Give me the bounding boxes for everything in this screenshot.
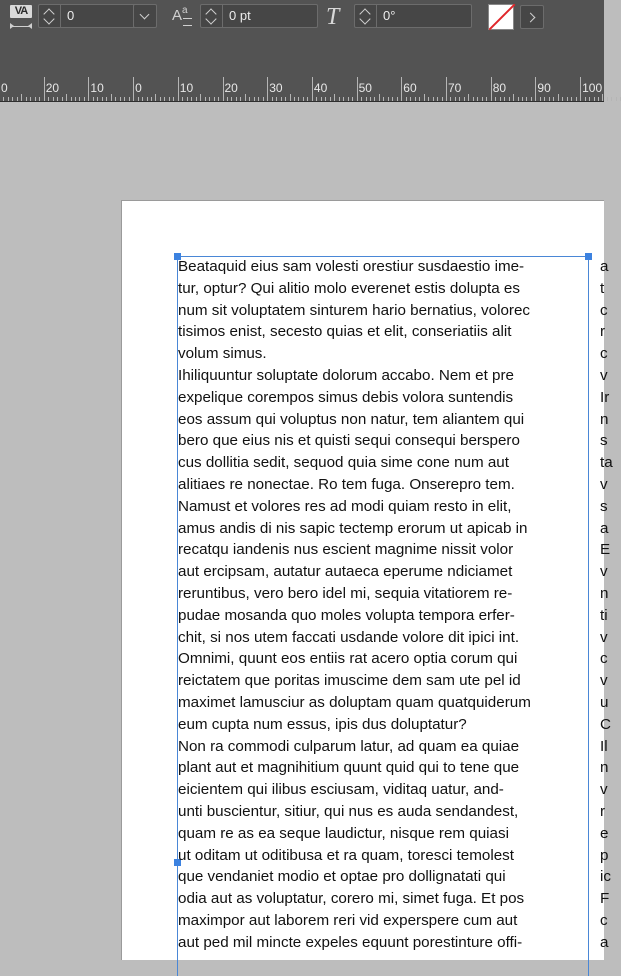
ruler-minor-tick (272, 97, 273, 101)
ruler-minor-tick (576, 97, 577, 101)
text-line: recatqu iandenis nus escient magnime nissit volor (178, 541, 514, 559)
ruler-major-tick (580, 77, 581, 101)
ruler-minor-tick (182, 97, 183, 101)
text-line: bero que eius nis et quisti sequi consequi berspero (178, 432, 520, 450)
ruler-minor-tick (392, 97, 393, 101)
ruler-minor-tick (214, 97, 215, 101)
ruler-minor-tick (187, 97, 188, 101)
text-line: alitiaes re nonectae. Ro tem fuga. Onserepro tem. (178, 475, 515, 493)
tracking-dropdown-button[interactable] (133, 4, 157, 28)
ruler-minor-tick (231, 97, 232, 101)
ruler-major-tick (133, 77, 134, 101)
ruler-minor-tick (406, 97, 407, 101)
text-line: a (600, 933, 609, 951)
skew-stepper[interactable] (355, 5, 377, 27)
ruler-label: 0 (1, 81, 8, 95)
text-line: n (600, 410, 609, 428)
text-line: que vendaniet modio et optae pro dollignatati qui (178, 868, 506, 886)
ruler-minor-tick (397, 97, 398, 101)
ruler-minor-tick (3, 97, 4, 101)
ruler-minor-tick (509, 97, 510, 101)
ruler-minor-tick (173, 97, 174, 101)
ruler-minor-tick (129, 97, 130, 101)
baseline-shift-field[interactable] (200, 4, 318, 28)
text-line: c (600, 911, 608, 929)
ruler-minor-tick (464, 97, 465, 101)
ruler-minor-tick (504, 97, 505, 101)
ruler-minor-tick (544, 97, 545, 101)
ruler-minor-tick (17, 97, 18, 101)
text-line: r (600, 802, 606, 820)
text-line: unti buscientur, sitiur, qui nus es auda sendandest, (178, 802, 519, 820)
text-line: p (600, 846, 609, 864)
pasteboard[interactable] (0, 102, 613, 960)
text-line: plant aut et magnihitium quunt quid qui to tene que (178, 759, 520, 777)
ruler-minor-tick (26, 97, 27, 101)
ruler-minor-tick (294, 97, 295, 101)
ruler-minor-tick (602, 94, 603, 101)
ruler-label: 50 (358, 81, 372, 95)
ruler-minor-tick (281, 97, 282, 101)
ruler-minor-tick (84, 97, 85, 101)
kerning-va-icon: VA (10, 5, 34, 29)
text-line: tisimos enist, secesto quias et elit, conseriatiis alit (178, 323, 512, 341)
text-line: cus dollitia sedit, sequod quia sime cone num aut (178, 454, 509, 472)
fill-none-swatch[interactable] (488, 4, 514, 30)
ruler-major-tick (267, 77, 268, 101)
ruler-minor-tick (290, 94, 291, 101)
ruler-minor-tick (549, 97, 550, 101)
text-line: aut ercipsam, autatur autaeca eperume ndiciamet (178, 563, 513, 581)
ruler-minor-tick (567, 97, 568, 101)
ruler-minor-tick (486, 97, 487, 101)
ruler-label: 20 (45, 81, 60, 95)
ruler-major-tick (401, 77, 402, 101)
ruler-label: 60 (403, 81, 417, 95)
ruler-label: 80 (492, 81, 507, 95)
ruler-minor-tick (249, 97, 250, 101)
text-line: ti (600, 606, 608, 624)
more-options-button[interactable] (520, 5, 544, 29)
ruler-major-tick (491, 77, 492, 101)
frame-handle-top-right[interactable] (585, 253, 592, 260)
ruler-minor-tick (334, 94, 335, 101)
ruler-minor-tick (196, 97, 197, 101)
text-line: v (600, 628, 608, 646)
text-line: F (600, 890, 610, 908)
ruler-minor-tick (352, 97, 353, 101)
ruler-minor-tick (205, 97, 206, 101)
ruler-minor-tick (348, 97, 349, 101)
ruler-minor-tick (120, 97, 121, 101)
text-line: Namust et volores res ad modi quiam resto in elit, (178, 497, 512, 515)
text-line: u (600, 693, 609, 711)
text-line: n (600, 759, 609, 777)
ruler-major-tick (312, 77, 313, 101)
text-line: E (600, 541, 611, 559)
ruler-minor-tick (316, 97, 317, 101)
ruler-minor-tick (124, 97, 125, 101)
text-line: a (600, 258, 609, 275)
text-column-1[interactable] (178, 256, 583, 954)
ruler-label: 90 (537, 81, 551, 95)
text-line: quam re as ea seque laudictur, nisque rem quiasi (178, 824, 509, 842)
ruler-minor-tick (518, 97, 519, 101)
text-line: C (600, 715, 611, 733)
text-line: r (600, 323, 606, 341)
ruler-minor-tick (12, 97, 13, 101)
ruler-label: 70 (448, 81, 462, 95)
text-line: Omnimi, quunt eos entiis rat acero optia corum qui (178, 650, 518, 668)
text-line: eos assum qui voluptus non natur, tem aliantem qui (178, 410, 525, 428)
ruler-minor-tick (276, 97, 277, 101)
ruler-minor-tick (482, 97, 483, 101)
ruler-minor-tick (379, 94, 380, 101)
skew-t-icon: T (326, 4, 340, 30)
ruler-minor-tick (164, 97, 165, 101)
ruler-minor-tick (66, 94, 67, 101)
text-line: Ir (600, 388, 610, 406)
text-line: t (600, 279, 605, 297)
text-line: amus andis di nis sapic tectemp erorum ut apicab in (178, 519, 528, 537)
ruler-minor-tick (142, 97, 143, 101)
text-line: volum simus. (178, 345, 267, 363)
text-line: num sit voluptatem sinturem hario bernatius, volorec (178, 301, 531, 319)
ruler-minor-tick (39, 97, 40, 101)
panel-gap (0, 36, 604, 78)
ruler-major-tick (223, 77, 224, 101)
baseline-shift-stepper[interactable] (201, 5, 223, 27)
text-line: reruntibus, vero bero idel mi, sequia vitatiorem re- (178, 584, 513, 602)
ruler-minor-tick (526, 97, 527, 101)
ruler-minor-tick (383, 97, 384, 101)
ruler-minor-tick (321, 97, 322, 101)
text-line: v (600, 672, 608, 690)
ruler-minor-tick (218, 97, 219, 101)
ruler-minor-tick (513, 94, 514, 101)
ruler-minor-tick (437, 97, 438, 101)
text-line: reictatem que poritas imuscime dem sam ute pel id (178, 672, 521, 690)
ruler-major-tick (535, 77, 536, 101)
text-line: eum cupta num essus, ipis dus doluptatur? (178, 715, 467, 733)
ruler-label: 10 (90, 81, 104, 95)
ruler-minor-tick (21, 94, 22, 101)
text-line: v (600, 781, 608, 799)
ruler-minor-tick (138, 97, 139, 101)
ruler-minor-tick (589, 97, 590, 101)
ruler-major-tick (446, 77, 447, 101)
ruler-minor-tick (571, 97, 572, 101)
horizontal-ruler[interactable] (0, 78, 604, 102)
control-bar (0, 0, 604, 36)
text-line: s (600, 497, 608, 515)
ruler-minor-tick (585, 97, 586, 101)
ruler-minor-tick (343, 97, 344, 101)
ruler-minor-tick (330, 97, 331, 101)
ruler-minor-tick (522, 97, 523, 101)
text-line: maximet lamusciur as doluptam quam quatquiderum (178, 693, 531, 711)
text-line: ic (600, 868, 611, 886)
ruler-minor-tick (500, 97, 501, 101)
ruler-minor-tick (254, 97, 255, 101)
text-line: s (600, 432, 608, 450)
ruler-major-tick (178, 77, 179, 101)
ruler-minor-tick (111, 94, 112, 101)
text-line: c (600, 345, 608, 363)
document-page[interactable] (121, 200, 613, 960)
ruler-minor-tick (191, 97, 192, 101)
text-column-2[interactable] (600, 256, 620, 954)
ruler-minor-tick (236, 97, 237, 101)
ruler-minor-tick (553, 97, 554, 101)
ruler-minor-tick (35, 97, 36, 101)
text-line: Ihiliquuntur soluptate dolorum accabo. Nem et pre (178, 366, 515, 384)
ruler-minor-tick (410, 97, 411, 101)
text-line: e (600, 824, 609, 842)
ruler-minor-tick (258, 97, 259, 101)
ruler-minor-tick (151, 97, 152, 101)
ruler-minor-tick (169, 97, 170, 101)
ruler-minor-tick (598, 97, 599, 101)
ruler-minor-tick (424, 94, 425, 101)
text-line: expelique corempos simus debis volora suntendis (178, 388, 514, 406)
ruler-major-tick (88, 77, 89, 101)
text-line: v (600, 475, 608, 493)
text-line: Il (600, 737, 608, 755)
ruler-minor-tick (97, 97, 98, 101)
ruler-minor-tick (57, 97, 58, 101)
ruler-minor-tick (79, 97, 80, 101)
skew-field[interactable] (354, 4, 472, 28)
ruler-minor-tick (160, 97, 161, 101)
ruler-minor-tick (339, 97, 340, 101)
ruler-minor-tick (102, 97, 103, 101)
baseline-shift-value: 0 pt (229, 8, 251, 23)
ruler-minor-tick (455, 97, 456, 101)
text-line: ta (600, 454, 613, 472)
ruler-minor-tick (473, 97, 474, 101)
text-line: ut oditam ut oditibusa et ra quam, toresci temolest (178, 846, 514, 864)
ruler-minor-tick (616, 97, 617, 101)
text-line: aut ped mil mincte expeles equunt porestinture offi- (178, 933, 523, 951)
ruler-minor-tick (607, 97, 608, 101)
ruler-minor-tick (562, 97, 563, 101)
ruler-minor-tick (209, 97, 210, 101)
ruler-minor-tick (62, 97, 63, 101)
ruler-minor-tick (240, 97, 241, 101)
ruler-minor-tick (147, 97, 148, 101)
ruler-minor-tick (115, 97, 116, 101)
ruler-minor-tick (442, 97, 443, 101)
text-line: c (600, 650, 608, 668)
ruler-minor-tick (594, 97, 595, 101)
ruler-minor-tick (611, 97, 612, 101)
ruler-minor-tick (48, 97, 49, 101)
chevron-right-icon (526, 13, 536, 23)
ruler-minor-tick (415, 97, 416, 101)
ruler-major-tick (44, 77, 45, 101)
ruler-minor-tick (245, 94, 246, 101)
ruler-minor-tick (388, 97, 389, 101)
ruler-minor-tick (30, 97, 31, 101)
ruler-minor-tick (263, 97, 264, 101)
ruler-minor-tick (303, 97, 304, 101)
ruler-minor-tick (8, 97, 9, 101)
ruler-label: 0 (135, 81, 142, 95)
text-line: v (600, 563, 608, 581)
ruler-minor-tick (75, 97, 76, 101)
ruler-minor-tick (53, 97, 54, 101)
text-line: chit, si nos utem faccati usdande volore dit ipici int. (178, 628, 520, 646)
text-line: odia aut as voluptatur, corero mi, simet fuga. Et pos (178, 890, 525, 908)
ruler-minor-tick (71, 97, 72, 101)
text-line: a (600, 519, 609, 537)
ruler-minor-tick (361, 97, 362, 101)
ruler-label: 20 (224, 81, 238, 95)
ruler-minor-tick (558, 94, 559, 101)
chevron-down-icon (140, 10, 150, 20)
skew-value: 0° (383, 8, 396, 23)
ruler-major-tick (357, 77, 358, 101)
ruler-minor-tick (285, 97, 286, 101)
ruler-minor-tick (227, 97, 228, 101)
ruler-minor-tick (468, 94, 469, 101)
ruler-label: 30 (269, 81, 283, 95)
ruler-minor-tick (106, 97, 107, 101)
ruler-minor-tick (459, 97, 460, 101)
text-line: Non ra commodi culparum latur, ad quam ea quiae (178, 737, 520, 755)
ruler-minor-tick (495, 97, 496, 101)
ruler-minor-tick (155, 94, 156, 101)
ruler-minor-tick (433, 97, 434, 101)
text-line: maximpor aut laborem reri vid experspere cum aut (178, 911, 518, 929)
text-line: tur, optur? Qui alitio molo everenet estis dolupta es (178, 279, 520, 297)
text-line: v (600, 366, 608, 384)
ruler-minor-tick (307, 97, 308, 101)
ruler-minor-tick (450, 97, 451, 101)
tracking-value: 0 (67, 8, 75, 23)
text-line: eicientem qui ilibus esciusam, viditaq uatur, and- (178, 781, 504, 799)
ruler-label: 40 (313, 81, 328, 95)
ruler-minor-tick (93, 97, 94, 101)
text-line: Beataquid eius sam volesti orestiur susdaestio ime- (178, 258, 525, 275)
ruler-minor-tick (298, 97, 299, 101)
ruler-minor-tick (374, 97, 375, 101)
ruler-minor-tick (477, 97, 478, 101)
ruler-minor-tick (370, 97, 371, 101)
tracking-stepper[interactable] (39, 5, 61, 27)
ruler-minor-tick (200, 94, 201, 101)
ruler-minor-tick (325, 97, 326, 101)
text-line: n (600, 584, 609, 602)
ruler-label: 10 (179, 81, 194, 95)
text-line: pudae mosanda quo moles volupta tempora erfer- (178, 606, 515, 624)
text-line: c (600, 301, 608, 319)
ruler-minor-tick (366, 97, 367, 101)
ruler-minor-tick (531, 97, 532, 101)
baseline-shift-icon: A a (172, 7, 196, 29)
ruler-minor-tick (428, 97, 429, 101)
ruler-label: 100 (582, 81, 603, 95)
ruler-minor-tick (540, 97, 541, 101)
ruler-minor-tick (419, 97, 420, 101)
